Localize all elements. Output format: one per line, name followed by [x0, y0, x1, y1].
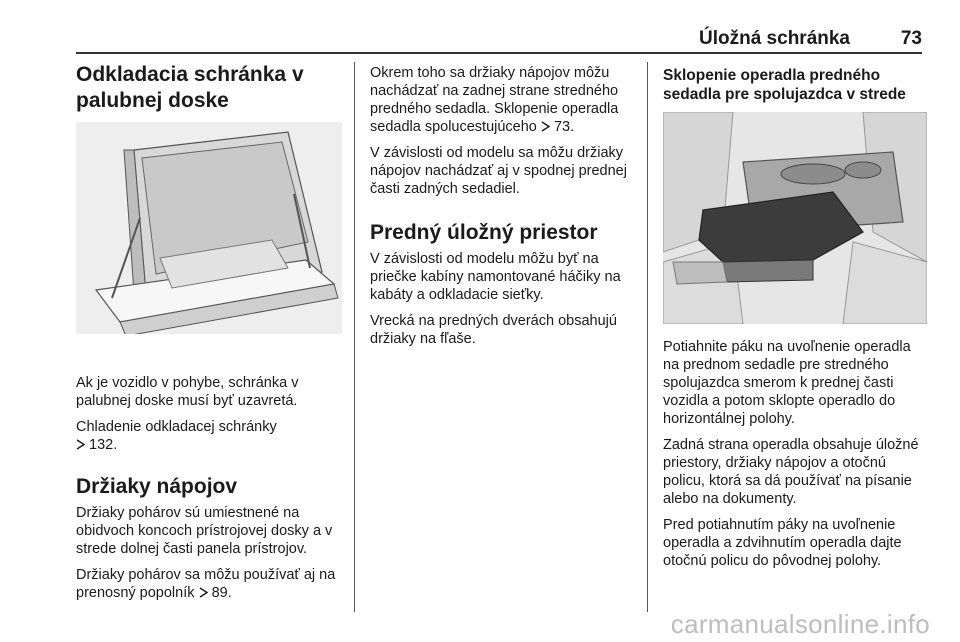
reference-arrow-icon [541, 119, 550, 130]
paragraph-with-ref [76, 418, 342, 454]
watermark-text: carmanualsonline.info [670, 609, 930, 639]
paragraph: Potiahnite páku na uvoľnenie operadla na prednom sedadle pre stredného spolujazdca smerom k prednej časti vozidla a potom sklopte operadlo do horizontálnej polohy. [663, 339, 911, 427]
paragraph: V závislosti od modelu môžu byť na priečke kabíny namontované háčiky na kabáty a odkladacie sieťky. [370, 251, 621, 303]
paragraph: Pred potiahnutím páky na uvoľnenie operadla a zdvihnutím operadla dajte otočnú policu do pôvodnej polohy. [663, 517, 902, 569]
page-reference-link[interactable]: 132. [89, 437, 118, 453]
column-3 [663, 66, 927, 570]
reference-arrow-icon [76, 437, 85, 448]
column-divider [647, 62, 648, 612]
column-2 [370, 64, 636, 348]
section-heading-seat-fold: Sklopenie operadla predného sedadla pre spolujazdca v strede [663, 67, 906, 103]
paragraph: Ak je vozidlo v pohybe, schránka v palubnej doske musí byť uzavretá. [76, 375, 299, 409]
folded-seat-backrest-illustration [663, 112, 927, 324]
paragraph-text: Chladenie odkladacej schránky [76, 419, 277, 435]
glovebox-illustration [76, 122, 342, 334]
page-number: 73 [900, 28, 922, 49]
section-heading-cupholders: Držiaky nápojov [76, 475, 238, 498]
reference-arrow-icon [199, 585, 208, 596]
paragraph: Držiaky pohárov sú umiestnené na obidvoch koncoch prístrojovej dosky a v strede dolnej časti panela prístrojov. [76, 505, 333, 557]
page-header-title: Úložná schránka [699, 28, 850, 49]
section-heading-glovebox: Odkladacia schránka v palubnej doske [76, 63, 304, 112]
paragraph-with-ref [370, 64, 636, 136]
section-heading-front-storage: Predný úložný priestor [370, 221, 598, 244]
paragraph: V závislosti od modelu sa môžu držiaky nápojov nachádzať aj v spodnej prednej časti zadných sedadiel. [370, 145, 627, 197]
header-rule [76, 52, 922, 54]
paragraph-text: Okrem toho sa držiaky nápojov môžu nachádzať na zadnej strane stredného predného sedadla. Sklopenie operadla sedadla spolucestujúceho [370, 65, 619, 135]
paragraph: Vrecká na predných dverách obsahujú držiaky na fľaše. [370, 313, 617, 347]
paragraph-text: Držiaky pohárov sa môžu používať aj na prenosný popolník [76, 567, 336, 601]
paragraph: Zadná strana operadla obsahuje úložné priestory, držiaky nápojov a otočnú policu, ktorá sa dá používať na písanie alebo na dokumenty. [663, 437, 919, 507]
page-reference-link[interactable]: 73. [553, 119, 575, 135]
page-reference-link[interactable]: 89. [211, 585, 232, 601]
column-divider [354, 62, 355, 612]
paragraph-with-ref [76, 566, 342, 602]
column-1 [76, 62, 342, 602]
